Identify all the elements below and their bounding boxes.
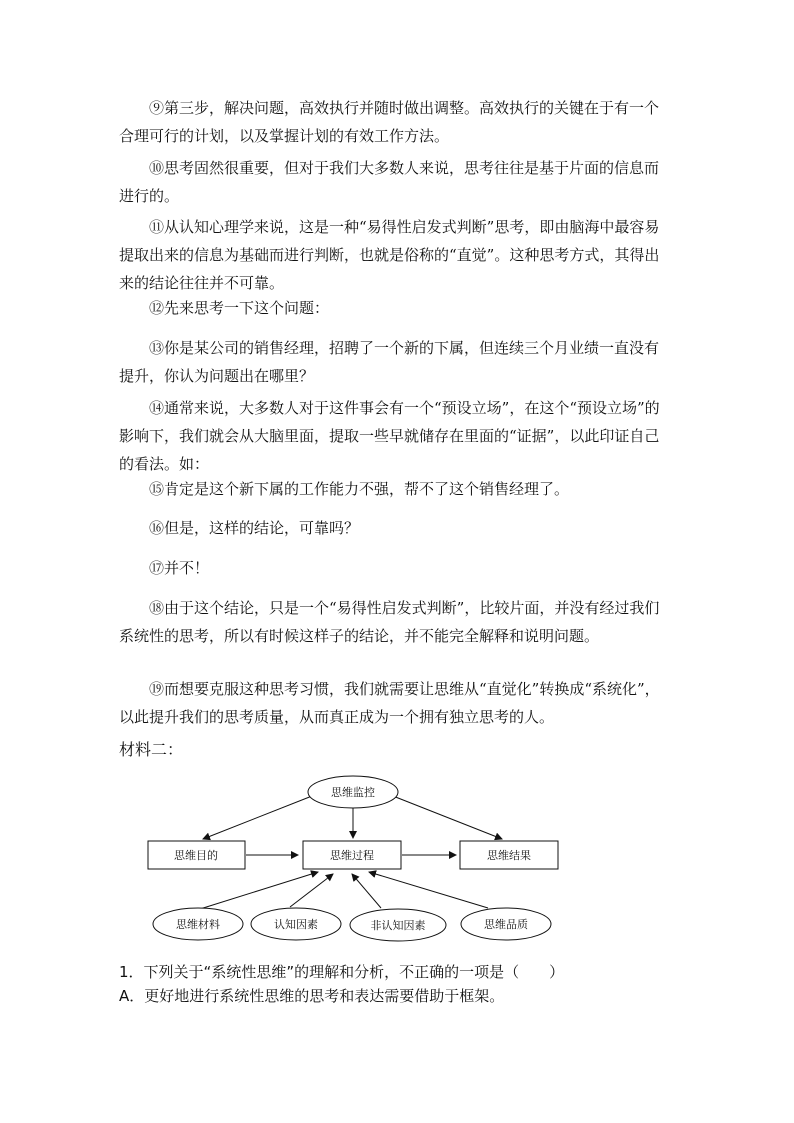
node-material-label: 思维材料 [176,918,220,931]
node-purpose [148,841,245,869]
node-quality [461,908,551,940]
node-cognitive-label: 认知因素 [274,918,318,931]
arrow-quality-to-process [369,872,488,908]
paragraph-16: ⑯但是，这样的结论，可靠吗？ [119,519,360,537]
question-1-stem: 1．下列关于“系统性思维”的理解和分析，不正确的一项是（ ） [119,963,565,981]
node-noncognitive [350,909,446,941]
node-process [303,841,401,869]
arrow-monitor-to-purpose [203,796,312,839]
material-two-heading: 材料二： [119,740,184,759]
node-monitor-label: 思维监控 [331,786,375,799]
paragraph-13: ⑬你是某公司的销售经理，招聘了一个新的下属，但连续三个月业绩一直没有提升，你认为问题出在哪里？ [119,339,660,385]
paragraph-19: ⑲而想要克服这种思考习惯，我们就需要让思维从“直觉化”转换成“系统化”，以此提升我们的思考质量，从而真正成为一个拥有独立思考的人。 [119,680,660,726]
node-cognitive [251,908,341,940]
node-result [460,841,558,869]
paragraph-14: ⑭通常来说，大多数人对于这件事会有一个“预设立场”，在这个“预设立场”的影响下，我们就会从大脑里面，提取一些早就储存在里面的“证据”，以此印证自己的看法。如： [119,399,660,473]
arrow-material-to-process [200,872,318,909]
paragraph-15: ⑮肯定是这个新下属的工作能力不强，帮不了这个销售经理了。 [119,480,570,498]
paragraph-17: ⑰并不！ [119,559,210,577]
paragraph-18: ⑱由于这个结论，只是一个“易得性启发式判断”，比较片面，并没有经过我们系统性的思考，所以有时候这样子的结论，并不能完全解释和说明问题。 [119,599,660,645]
node-quality-label: 思维品质 [484,918,528,931]
node-result-label: 思维结果 [487,849,531,862]
node-material [153,908,243,940]
paragraph-10: ⑩思考固然很重要，但对于我们大多数人来说，思考往往是基于片面的信息而进行的。 [119,159,660,205]
node-purpose-label: 思维目的 [174,849,218,862]
paragraph-9: ⑨第三步，解决问题，高效执行并随时做出调整。高效执行的关键在于有一个合理可行的计划，以及掌握计划的有效工作方法。 [119,99,660,145]
paragraph-12: ⑫先来思考一下这个问题： [119,299,330,317]
paragraph-11: ⑪从认知心理学来说，这是一种“易得性启发式判断”思考，即由脑海中最容易提取出来的信息为基础而进行判断，也就是俗称的“直觉”。这种思考方式，其得出来的结论往往并不可靠。 [119,218,660,292]
node-noncognitive-label: 非认知因素 [370,919,426,932]
arrow-noncognitive-to-process [352,874,381,908]
arrow-monitor-to-result [393,796,502,839]
node-monitor [308,776,398,808]
question-1-option-a: A．更好地进行系统性思维的思考和表达需要借助于框架。 [119,987,505,1005]
node-process-label: 思维过程 [330,849,374,862]
